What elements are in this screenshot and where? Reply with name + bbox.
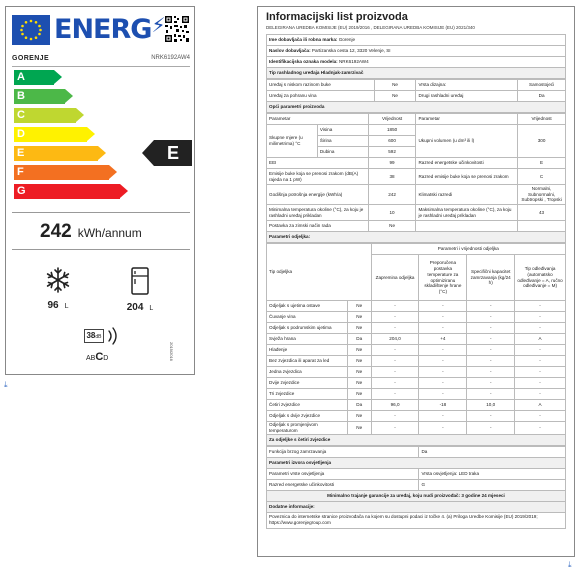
qr-code-icon xyxy=(164,15,190,43)
compartment-temp: -18 xyxy=(419,400,467,411)
compartment-row xyxy=(267,389,566,400)
compartment-row xyxy=(267,312,566,323)
compartment-freeze: - xyxy=(467,411,515,422)
noise-class-label: Razred emisije buke koja se prenosi zrakom xyxy=(416,169,518,185)
compartment-freeze: - xyxy=(467,312,515,323)
compartment-temp: - xyxy=(419,411,467,422)
max-temp-label: Maksimalna temperatura okoline (°C), za koju je rashladni uređaj prikladan xyxy=(416,205,518,221)
general-section-header: Opći parametri proizvoda xyxy=(267,102,566,113)
value-header-2: Vrijednost xyxy=(518,114,566,125)
energy-class-bar-c xyxy=(14,108,76,123)
compartment-temp: - xyxy=(419,367,467,378)
compartment-volume: - xyxy=(371,301,419,312)
energy-class-bar-a xyxy=(14,70,54,85)
winter-mode-label: Postavka za zimski način rada xyxy=(267,221,369,232)
total-volume-label: Ukupni volumen (u dm³ ili l) xyxy=(416,125,518,158)
compartment-present: Ne xyxy=(347,356,371,367)
compartment-defrost: - xyxy=(515,389,566,400)
compartment-volume: 204,0 xyxy=(371,334,419,345)
speaker-sound-icon xyxy=(106,325,122,347)
compartment-defrost: - xyxy=(515,411,566,422)
compartment-temp: - xyxy=(419,389,467,400)
type-table xyxy=(266,79,566,113)
height-value: 1850 xyxy=(368,125,416,136)
col-type: Tip odjeljka xyxy=(267,244,372,301)
supplier-row: Ime dobavljača ili robna marka: Gorenje xyxy=(267,35,566,46)
compartment-row xyxy=(267,378,566,389)
compartment-defrost: A xyxy=(515,334,566,345)
energy-class-indicator xyxy=(142,140,192,166)
noise-indicator xyxy=(80,323,130,363)
compartment-name: Četiri zvjezdice xyxy=(267,400,348,411)
sheet-title: Informacijski list proizvoda xyxy=(266,11,408,23)
fridge-volume: 204 xyxy=(126,302,144,313)
max-temp-value: 43 xyxy=(518,205,566,221)
fridge-icon xyxy=(131,267,149,295)
freezer-volume: 96 xyxy=(47,300,59,311)
energy-class-bar-g xyxy=(14,184,120,199)
annual-consumption-value: 242 xyxy=(368,185,416,205)
design-type-value: Samostojeći xyxy=(518,80,566,91)
annual-consumption-label: Godišnja potrošnja energije (kWh/a) xyxy=(267,185,369,205)
compartment-row xyxy=(267,367,566,378)
width-label: Širina xyxy=(317,136,368,147)
compartment-present: Ne xyxy=(347,422,371,435)
compartment-volume: - xyxy=(371,356,419,367)
compartment-name: Svježa hrana xyxy=(267,334,348,345)
compartment-defrost: - xyxy=(515,345,566,356)
height-label: Visina xyxy=(317,125,368,136)
light-class-value: G xyxy=(419,479,566,490)
eei-value: 99 xyxy=(368,158,416,169)
compartment-row xyxy=(267,422,566,435)
compartment-temp: - xyxy=(419,312,467,323)
compartment-temp: - xyxy=(419,422,467,435)
compartment-name: Odjeljak s podrumskim ujetima xyxy=(267,323,348,334)
compartment-present: Ne xyxy=(347,345,371,356)
compartment-present: Ne xyxy=(347,378,371,389)
noise-class: ABCD xyxy=(86,351,109,363)
other-appliance-label: Drugi rashladni uređaj xyxy=(416,91,518,102)
eu-flag-icon xyxy=(12,15,50,45)
regulation-number: 2019/2016 xyxy=(169,342,174,361)
winter-mode-value: Ne xyxy=(368,221,416,232)
compartment-present: Ne xyxy=(347,389,371,400)
consumption-unit: kWh/annum xyxy=(77,226,142,240)
dimensions-label: Skupne mjere (u milimetrima) °C xyxy=(267,125,318,158)
col-defrost: Tip odleđivanja (automatsko odleđivanje = A, ručno odleđivanje = M) xyxy=(515,255,566,301)
value-header: Vrijednost xyxy=(368,114,416,125)
compartment-name: Hlađenje xyxy=(267,345,348,356)
energy-class-bar-label: F xyxy=(17,166,24,178)
compartment-volume: - xyxy=(371,389,419,400)
compartment-freeze: - xyxy=(467,334,515,345)
compartment-section-header: Parametri odjeljka: xyxy=(267,232,566,243)
compartment-freeze: - xyxy=(467,301,515,312)
compartment-defrost: - xyxy=(515,367,566,378)
supplier-table xyxy=(266,34,566,79)
energy-class-value: E xyxy=(518,158,566,169)
energy-class-bar-e xyxy=(14,146,98,161)
compartment-name: Čuvanje vina xyxy=(267,312,348,323)
compartment-name: Tri zvjezdice xyxy=(267,389,348,400)
climate-class-value: Normalni, Subnormalni, Subtropski , Tropski xyxy=(518,185,566,205)
energy-class-bar-label: C xyxy=(17,109,25,121)
model-number: NRK6192AW4 xyxy=(151,55,190,61)
energy-class-bar-label: E xyxy=(17,147,25,159)
compartment-volume: - xyxy=(371,367,419,378)
compartment-name: Jedna zvjezdica xyxy=(267,367,348,378)
compartment-present: Da xyxy=(347,400,371,411)
fast-freeze-value: Da xyxy=(419,446,566,457)
general-params-table xyxy=(266,113,566,243)
compartment-name: Dvije zvjezdice xyxy=(267,378,348,389)
compartment-row xyxy=(267,345,566,356)
brand-row xyxy=(12,55,190,67)
compartment-row xyxy=(267,400,566,411)
other-appliance-value: Da xyxy=(518,91,566,102)
compartment-freeze: - xyxy=(467,367,515,378)
light-type-label: Parametri vrste osvjetljenja xyxy=(267,468,419,479)
compartment-temp: - xyxy=(419,378,467,389)
noise-emission-label: Emisije buke koja se prenosi zrakom (dB(A) rajeda na 1 pW) xyxy=(267,169,369,185)
compartment-name: Odjeljak s dvije zvjezdice xyxy=(267,411,348,422)
compartment-freeze: - xyxy=(467,389,515,400)
min-temp-label: Minimalna temperatura okoline (°C), za koju je rashladni uređaj prikladan xyxy=(267,205,369,221)
compartment-temp: - xyxy=(419,356,467,367)
energy-label xyxy=(5,6,195,375)
compartment-volume: - xyxy=(371,411,419,422)
wine-value: Ne xyxy=(374,91,416,102)
divider xyxy=(12,212,190,213)
compartment-freeze: - xyxy=(467,345,515,356)
compartment-name: Bez zvjezdica ili aparat za led xyxy=(267,356,348,367)
compartment-table xyxy=(266,243,566,446)
depth-label: Dubina xyxy=(317,147,368,158)
model-row: Identifikacijska oznaka modela: NRK6192AW4 xyxy=(267,57,566,68)
compartment-present: Ne xyxy=(347,411,371,422)
compartment-present: Ne xyxy=(347,367,371,378)
noise-class-value: C xyxy=(518,169,566,185)
design-type-label: Vrsta dizajna: xyxy=(416,80,518,91)
snowflake-icon xyxy=(45,267,71,293)
width-value: 600 xyxy=(368,136,416,147)
compartment-row xyxy=(267,411,566,422)
noise-emission-value: 38 xyxy=(368,169,416,185)
compartment-row xyxy=(267,323,566,334)
compartment-temp: - xyxy=(419,345,467,356)
light-class-label: Razred energetske učinkovitosti xyxy=(267,479,419,490)
compartment-row xyxy=(267,334,566,345)
compartment-temp: - xyxy=(419,301,467,312)
compartment-defrost: - xyxy=(515,301,566,312)
compartment-defrost: - xyxy=(515,422,566,435)
compartment-defrost: A xyxy=(515,400,566,411)
freezer-compartment: 96 L xyxy=(28,267,88,311)
compartment-name: Odjeljak s promjenjivom temperaturom xyxy=(267,422,348,435)
compartment-volume: - xyxy=(371,323,419,334)
compartment-volume: - xyxy=(371,345,419,356)
compartment-defrost: - xyxy=(515,312,566,323)
energy-class-bar-b xyxy=(14,89,65,104)
download-icon[interactable]: ⤓ xyxy=(568,560,572,569)
compartment-row xyxy=(267,301,566,312)
depth-value: 592 xyxy=(368,147,416,158)
energy-class-label: Razred energetske učinkovitosti xyxy=(416,158,518,169)
energy-logo-text: ENERG⚡ xyxy=(54,13,165,45)
light-type-value: Vrsta osvjetljenja: LED traka xyxy=(419,468,566,479)
energy-class-bar-label: A xyxy=(17,71,25,83)
compartment-params-header: Parametri i vrijednosti odjeljka xyxy=(371,244,565,255)
noise-value-box: 38dB xyxy=(84,329,104,343)
col-volume: Zapremina odjeljka xyxy=(371,255,419,301)
compartment-present: Ne xyxy=(347,301,371,312)
compartment-freeze: - xyxy=(467,356,515,367)
compartment-present: Ne xyxy=(347,323,371,334)
type-section-header: Tip rashladnog uređaja Hladnjak-zamrzivač xyxy=(267,68,566,79)
address-row: Naslov dobavljača: Partizanska cesta 12, 3320 Velenje, SI xyxy=(267,46,566,57)
light-section-header: Parametri izvora osvjetljenja xyxy=(267,457,566,468)
four-star-table xyxy=(266,446,566,529)
energy-class-bar-label: B xyxy=(17,90,25,102)
annual-consumption xyxy=(40,221,142,243)
col-temp: Preporučena postavka temperature za optimiziranu skladištenje hrane (°C) xyxy=(419,255,467,301)
additional-info-label: Dodatne informacije: xyxy=(267,501,566,512)
low-noise-label: Uređaj s niskom razinom buke xyxy=(267,80,375,91)
product-information-sheet xyxy=(257,6,575,557)
compartment-temp: - xyxy=(419,323,467,334)
compartment-defrost: - xyxy=(515,378,566,389)
wine-label: Uređaj za pohranu vina xyxy=(267,91,375,102)
compartment-defrost: - xyxy=(515,356,566,367)
param-header: Parametar xyxy=(267,114,369,125)
consumption-value: 242 xyxy=(40,221,72,242)
compartment-name: Odjeljak s ujetima ostave xyxy=(267,301,348,312)
compartment-volume: - xyxy=(371,378,419,389)
energy-class-bar-label: D xyxy=(17,128,25,140)
compartment-freeze: 10,0 xyxy=(467,400,515,411)
compartment-temp: +4 xyxy=(419,334,467,345)
compartment-freeze: - xyxy=(467,422,515,435)
low-noise-value: Ne xyxy=(374,80,416,91)
compartment-volume: - xyxy=(371,312,419,323)
brand-name: GORENJE xyxy=(12,55,50,62)
divider xyxy=(12,249,190,250)
energy-class-bar-label: G xyxy=(17,185,26,197)
four-star-section-header: Za odjeljke s četiri zvjezdice xyxy=(267,434,566,445)
compartment-defrost: - xyxy=(515,323,566,334)
download-icon[interactable]: ⤓ xyxy=(4,380,8,389)
energy-class-bar-d xyxy=(14,127,87,142)
climate-class-label: Klimatski razredi xyxy=(416,185,518,205)
compartment-volume: 96,0 xyxy=(371,400,419,411)
fast-freeze-label: Funkcija brzog zamrzavanja xyxy=(267,446,419,457)
compartment-present: Ne xyxy=(347,312,371,323)
compartment-freeze: - xyxy=(467,323,515,334)
compartment-present: Da xyxy=(347,334,371,345)
energy-class-letter: E xyxy=(154,140,192,166)
min-temp-value: 10 xyxy=(368,205,416,221)
compartment-row xyxy=(267,356,566,367)
sheet-subtitle: DELEGIRANA UREDBA KOMISIJE (EU) 2019/2016 , DELEGIRANA UREDBA KOMISIJE (EU) 2021/340 xyxy=(266,25,475,30)
energy-class-bar-f xyxy=(14,165,109,180)
eei-label: EEI xyxy=(267,158,369,169)
compartment-freeze: - xyxy=(467,378,515,389)
fridge-compartment: 204 L xyxy=(110,267,170,313)
col-freeze: Specifični kapacitet zamrzavanja (kg/24 h) xyxy=(467,255,515,301)
param-header-2: Parametar xyxy=(416,114,518,125)
compartment-volume: - xyxy=(371,422,419,435)
label-header xyxy=(12,15,190,47)
warranty-text: Minimalno trajanje garancije za uređaj, koju nudi proizvođač: 3 godine 24 mjeseci xyxy=(267,490,566,501)
total-volume-value: 300 xyxy=(518,125,566,158)
additional-info-text: Poveznica do internetske stranice proizvođača na kojem su dostupni podaci iz točke 4. (a) Priloga Uredbe Komisije (EU) 2019/2019; https://www.gorenjegroup.com xyxy=(267,512,566,528)
